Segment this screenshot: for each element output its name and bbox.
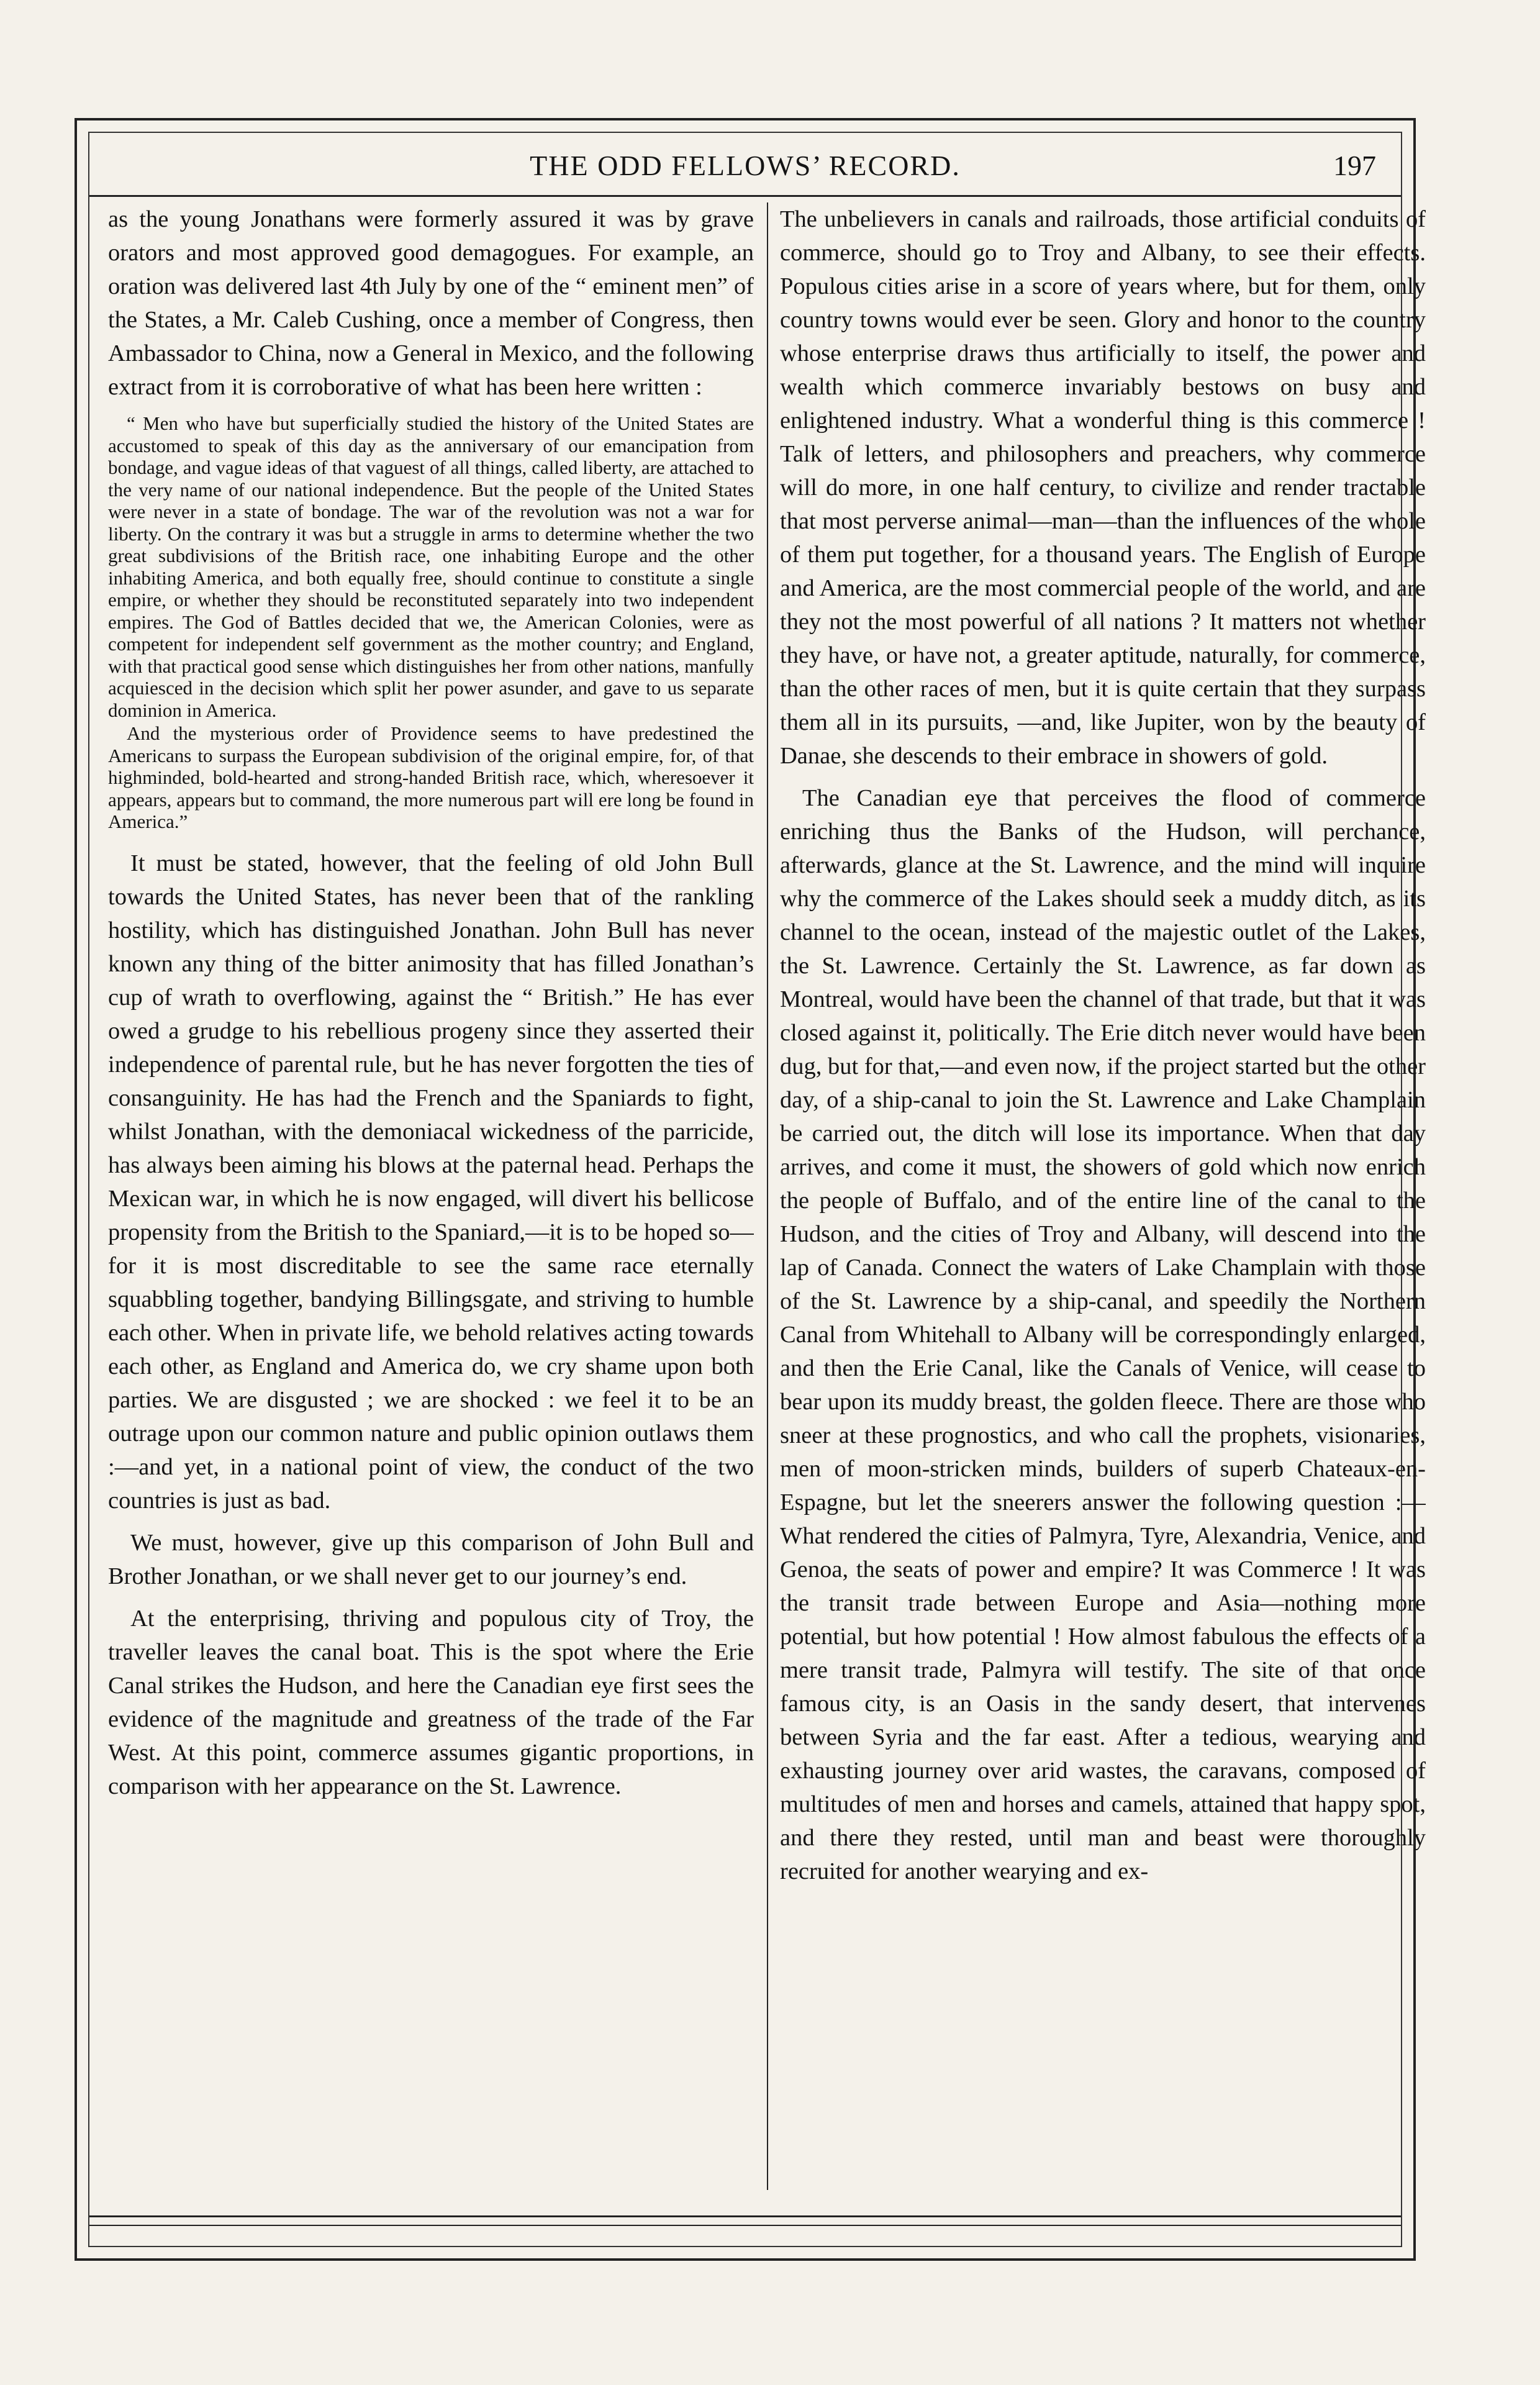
quote-paragraph: And the mysterious order of Providence seems to have predestined the Americans to surpass the European subdivision of the original empire, for, of that highminded, bold-hearted and strong-handed British race, which, wheresoever it appears, appears but to command, the more numerous part will ere long be found in America.”: [108, 722, 754, 832]
footer-rule-thin: [89, 2225, 1401, 2226]
page-inner-frame: [88, 132, 1426, 2247]
paragraph: We must, however, give up this comparison of John Bull and Brother Jonathan, or we shall never get to our journey’s end.: [108, 1529, 754, 1589]
paragraph: as the young Jonathans were formerly assured it was by grave orators and most approved good demagogues. For example, an oration was delivered last 4th July by one of the “ eminent men” of the States, a Mr. Caleb Cushing, once a member of Congress, then Ambassador to China, now a General in Mexico, and the following extract from it is corroborative of what has been here written :: [108, 206, 754, 400]
block-quote: [108, 412, 754, 833]
paragraph: It must be stated, however, that the feeling of old John Bull towards the United States, has never been that of the rankling hostility, which has distinguished Jonathan. John Bull has never known any thing of the bitter animosity that has filled Jonathan’s cup of wrath to overflowing, against the “ British.” He has ever owed a grudge to his rebellious progeny since they asserted their independence of parental rule, but he has never forgotten the ties of consanguinity. He has had the French and the Spaniards to fight, whilst Jonathan, with the demoniacal wickedness of the parricide, has always been aiming his blows at the paternal head. Perhaps the Mexican war, in which he is now engaged, will divert his bellicose propensity from the British to the Spaniard,—it is to be hoped so—for it is most discreditable to see the same race eternally squabbling together, bandying Billingsgate, and striving to humble each other. When in private life, we behold relatives acting towards each other, as England and America do, we cry shame upon both parties. We are disgusted ; we are shocked : we feel it to be an outrage upon our common nature and public opinion outlaws them :—and yet, in a national point of view, the conduct of the two countries is just as bad.: [108, 850, 754, 1514]
page-title: THE ODD FELLOWS’ RECORD.: [530, 150, 961, 181]
paragraph: The unbelievers in canals and railroads, those artificial conduits of commerce, should go to Troy and Albany, to see their effects. Populous cities arise in a score of years where, but for them, only country towns would ever be seen. Glory and honor to the country whose enterprise draws thus artificially to itself, the power and wealth which commerce invariably bestows on busy and enlightened industry. What a wonderful thing is this commerce ! Talk of letters, and philosophers and preachers, why commerce will do more, in one half century, to civilize and render tractable that most perverse animal—man—than the influences of the whole of them put together, for a thousand years. The English of Europe and America, are the most commercial people of the world, and are they not the most powerful of all nations ? It matters not whether they have, or have not, a greater aptitude, naturally, for commerce, than the other races of men, but it is quite certain that they surpass them all in its pursuits, —and, like Jupiter, won by the beauty of Danae, she descends to their embrace in showers of gold.: [780, 206, 1426, 769]
right-column: [780, 202, 1426, 2190]
running-header: [89, 133, 1401, 197]
page-frame: [75, 118, 1426, 2261]
footer-rule: [89, 2215, 1401, 2217]
left-column: [108, 202, 754, 2190]
paragraph: The Canadian eye that perceives the flood of commerce enriching thus the Banks of the Hudson, will perchance, afterwards, glance at the St. Lawrence, and the mind will inquire why the commerce of the Lakes should seek a muddy ditch, as its channel to the ocean, instead of the majestic outlet of the Lakes, the St. Lawrence. Certainly the St. Lawrence, as far down as Montreal, would have been the channel of that trade, but that it was closed against it, politically. The Erie ditch never would have been dug, but for that,—and even now, if the project started but the other day, of a ship-canal to join the St. Lawrence and Lake Champlain be carried out, the ditch will lose its importance. When that day arrives, and come it must, the showers of gold which now enrich the people of Buffalo, and of the entire line of the canal to the Hudson, and the cities of Troy and Albany, will descend into the lap of Canada. Connect the waters of Lake Champlain with those of the St. Lawrence by a ship-canal, and speedily the Northern Canal from Whitehall to Albany will be correspondingly enlarged, and then the Erie Canal, like the Canals of Venice, will cease to bear upon its muddy breast, the golden fleece. There are those who sneer at these prognostics, and who call the prophets, visionaries, men of moon-stricken minds, builders of superb Chateaux-en-Espagne, but let the sneerers answer the following question :—What rendered the cities of Palmyra, Tyre, Alexandria, Venice, and Genoa, the seats of power and empire? It was Commerce ! It was the transit trade between Europe and Asia—nothing more potential, but how potential ! How almost fabulous the effects of a mere transit trade, Palmyra will testify. The site of that once famous city, is an Oasis in the sandy desert, that intervenes between Syria and the far east. After a tedious, wearying and exhausting journey over arid wastes, the caravans, composed of multitudes of men and horses and camels, attained that happy spot, and there they rested, until man and beast were thoroughly recruited for another wearying and ex-: [780, 785, 1426, 1884]
column-divider: [767, 202, 768, 2190]
paragraph: At the enterprising, thriving and populous city of Troy, the traveller leaves the canal boat. This is the spot where the Erie Canal strikes the Hudson, and here the Canadian eye first sees the evidence of the magnitude and greatness of the trade of the Far West. At this point, commerce assumes gigantic proportions, in comparison with her appearance on the St. Lawrence.: [108, 1605, 754, 1799]
quote-paragraph: “ Men who have but superficially studied the history of the United States are accustomed to speak of this day as the anniversary of our emancipation from bondage, and vague ideas of that vaguest of all things, called liberty, are attached to the very name of our national independence. But the people of the United States were never in a state of bondage. The war of the revolution was not a war for liberty. On the contrary it was but a struggle in arms to determine whether the two great subdivisions of the British race, one inhabiting Europe and the other inhabiting America, and both equally free, should continue to constitute a single empire, or whether they should be reconstituted separately into two independent empires. The God of Battles decided that we, the American Colonies, were as competent for independent self government as the mother country; and England, with that practical good sense which distinguishes her from other nations, manfully acquiesced in the decision which split her power asunder, and gave to us separate dominion in America.: [108, 412, 754, 721]
text-columns: [108, 202, 1426, 2190]
page-number: 197: [1333, 150, 1376, 181]
